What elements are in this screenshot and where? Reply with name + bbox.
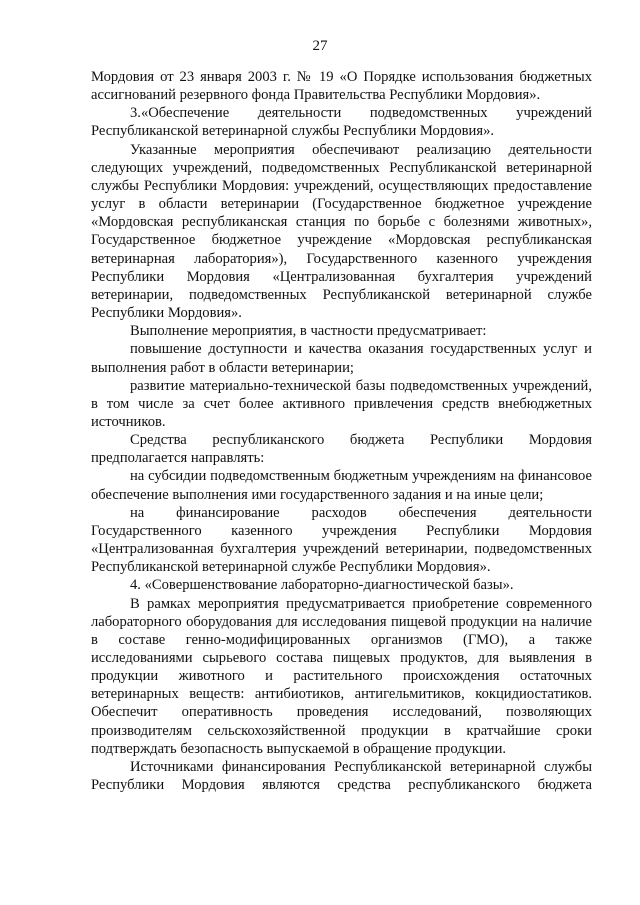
document-body bbox=[91, 68, 592, 794]
paragraph: 3.«Обеспечение деятельности подведомственных учреждений Республиканской ветеринарной службы Республики Мордовия». bbox=[91, 105, 592, 140]
paragraph: повышение доступности и качества оказания государственных услуг и выполнения работ в области ветеринарии; bbox=[91, 341, 592, 376]
paragraph: на субсидии подведомственным бюджетным учреждениям на финансовое обеспечение выполнения ими государственного задания и на иные цели; bbox=[91, 468, 592, 503]
paragraph: на финансирование расходов обеспечения деятельности Государственного казенного учреждения Республики Мордовия «Централизованная бухгалтерия учреждений ветеринарии, подведомственных Республиканской ветеринарной службе Республики Мордовия». bbox=[91, 504, 592, 576]
page-number: 27 bbox=[312, 38, 328, 54]
paragraph: Средства республиканского бюджета Республики Мордовия предполагается направлять: bbox=[91, 432, 592, 467]
paragraph: 4. «Совершенствование лабораторно-диагностической базы». bbox=[130, 577, 514, 594]
paragraph: Источниками финансирования Республиканской ветеринарной службы Республики Мордовия являются средства республиканского бюджета bbox=[91, 758, 592, 794]
paragraph: Мордовия от 23 января 2003 г. № 19 «О Порядке использования бюджетных ассигнований резервного фонда Правительства Республики Мордовия». bbox=[91, 69, 592, 104]
paragraph: Выполнение мероприятия, в частности предусматривает: bbox=[130, 323, 487, 340]
paragraph: Указанные мероприятия обеспечивают реализацию деятельности следующих учреждений, подведомственных Республиканской ветеринарной службы Республики Мордовия: учреждений, осуществляющих предоставление услуг в области ветеринарии (Государственное бюджетное учреждение «Мордовская республиканская станция по борьбе с болезнями животных», Государственное бюджетное учреждение «Мордовская республиканская ветеринарная лаборатория»), Государственного казенного учреждения Республики Мордовия «Централизованная бухгалтерия учреждений ветеринарии, подведомственных Республиканской ветеринарной службе Республики Мордовия». bbox=[91, 141, 592, 322]
paragraph: развитие материально-технической базы подведомственных учреждений, в том числе за счет более активного привлечения средств внебюджетных источников. bbox=[91, 377, 592, 430]
paragraph: В рамках мероприятия предусматривается приобретение современного лабораторного оборудования для исследования пищевой продукции на наличие в составе генно-модифицированных организмов (ГМО), а также исследованиями сырьевого состава пищевых продуктов, для выявления в продукции животного и растительного происхождения остаточных ветеринарных веществ: антибиотиков, антигельмитиков, кокцидиостатиков. Обеспечит оперативность проведения исследований, позволяющих производителям сельскохозяйственной продукции в кратчайшие сроки подтверждать безопасность выпускаемой в обращение продукции. bbox=[91, 595, 592, 757]
